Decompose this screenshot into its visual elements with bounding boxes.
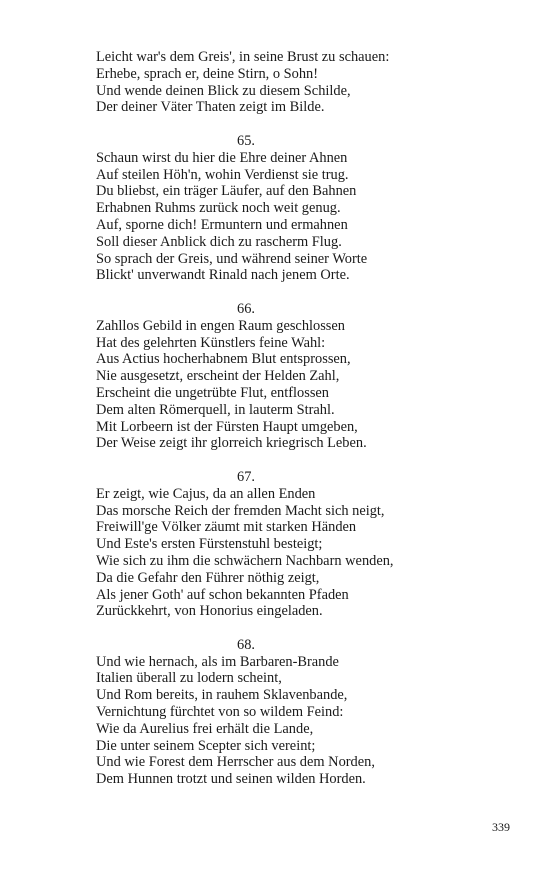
stanza-67 [96,469,516,620]
verse-line: Schaun wirst du hier die Ehre deiner Ahnen [96,149,348,166]
verse-line: Erhebe, sprach er, deine Stirn, o Sohn! [96,65,319,82]
verse-line: Da die Gefahr den Führer nöthig zeigt, [96,569,320,586]
verse-line: Und Este's ersten Fürstenstuhl besteigt; [96,536,323,553]
stanza-number: 68. [237,636,255,653]
verse-line: Aus Actius hocherhabnem Blut entsprossen, [96,351,351,368]
verse-line: Zahllos Gebild in engen Raum geschlossen [96,317,345,334]
verse-line: Erhabnen Ruhms zurück noch weit genug. [96,200,341,217]
verse-line: Vernichtung fürchtet von so wildem Feind: [96,704,344,721]
stanza-number: 67. [237,468,255,485]
verse-line: Er zeigt, wie Cajus, da an allen Enden [96,485,316,502]
verse-line: Freiwill'ge Völker zäumt mit starken Händen [96,519,357,536]
poem-body [96,49,516,805]
verse-line: Mit Lorbeern ist der Fürsten Haupt umgeben, [96,418,358,435]
stanza-number: 65. [237,132,255,149]
verse-line: So sprach der Greis, und während seiner Worte [96,250,368,267]
stanza-68 [96,637,516,788]
page-number: 339 [492,820,510,834]
verse-line: Blickt' unverwandt Rinald nach jenem Orte. [96,267,350,284]
verse-line: Erscheint die ungetrübte Flut, entflossen [96,384,329,401]
verse-line: Italien überall zu lodern scheint, [96,670,282,687]
verse-line: Hat des gelehrten Künstlers feine Wahl: [96,334,326,351]
stanza-65 [96,133,516,284]
verse-line: Der deiner Väter Thaten zeigt im Bilde. [96,99,325,116]
verse-line: Und Rom bereits, in rauhem Sklavenbande, [96,687,348,704]
verse-line: Und wie Forest dem Herrscher aus dem Norden, [96,754,375,771]
verse-line: Auf, sporne dich! Ermuntern und ermahnen [96,216,348,233]
verse-line: Die unter seinem Scepter sich vereint; [96,737,316,754]
verse-line: Du bliebst, ein träger Läufer, auf den Bahnen [96,183,357,200]
stanza-64-continued [96,49,516,116]
verse-line: Wie da Aurelius frei erhält die Lande, [96,720,314,737]
verse-line: Das morsche Reich der fremden Macht sich neigt, [96,502,385,519]
verse-line: Soll dieser Anblick dich zu rascherm Flug. [96,233,342,250]
verse-line: Dem alten Römerquell, in lauterm Strahl. [96,401,335,418]
verse-line: Der Weise zeigt ihr glorreich kriegrisch Leben. [96,435,367,452]
stanza-66 [96,301,516,452]
verse-line: Dem Hunnen trotzt und seinen wilden Horden. [96,771,366,788]
verse-line: Wie sich zu ihm die schwächern Nachbarn wenden, [96,552,394,569]
verse-line: Auf steilen Höh'n, wohin Verdienst sie trug. [96,166,349,183]
verse-line: Zurückkehrt, von Honorius eingeladen. [96,603,323,620]
verse-line: Und wie hernach, als im Barbaren-Brande [96,653,339,670]
verse-line: Als jener Goth' auf schon bekannten Pfaden [96,586,349,603]
verse-line: Leicht war's dem Greis', in seine Brust zu schauen: [96,49,390,65]
verse-line: Und wende deinen Blick zu diesem Schilde, [96,82,351,99]
stanza-number: 66. [237,300,255,317]
verse-line: Nie ausgesetzt, erscheint der Helden Zahl, [96,368,340,385]
